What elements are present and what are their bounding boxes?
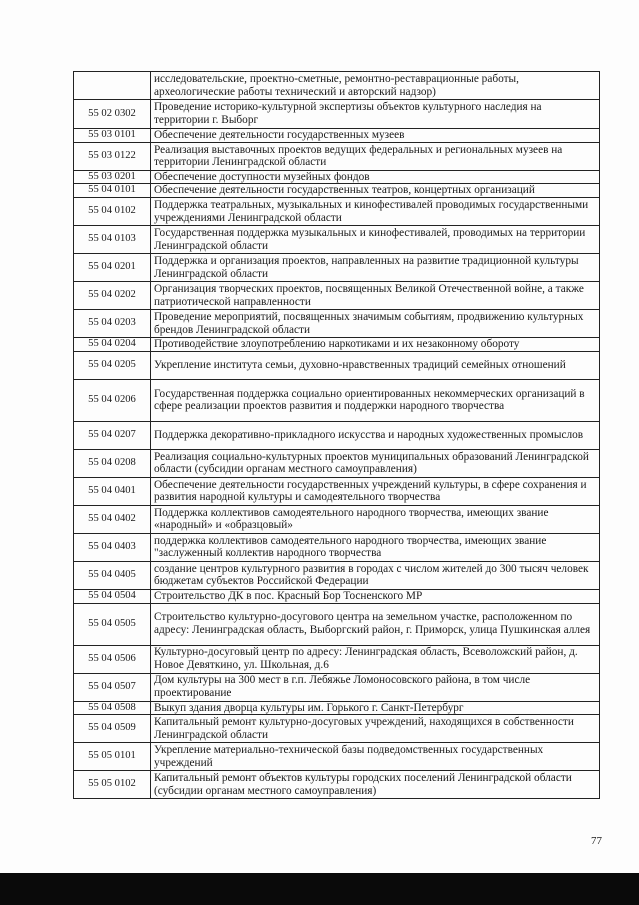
table-row xyxy=(74,72,600,100)
row-code: 55 04 0101 xyxy=(74,184,151,198)
row-code: 55 04 0102 xyxy=(74,198,151,226)
page-number: 77 xyxy=(591,835,602,847)
row-description: Строительство культурно-досугового центра на земельном участке, расположенном по адресу: Ленинградская область, Выборгский район, г. Приморск, улица Пушкинская аллея xyxy=(151,603,600,645)
row-description: Поддержка декоративно-прикладного искусства и народных художественных промыслов xyxy=(151,421,600,449)
table-row xyxy=(74,351,600,379)
row-description: Реализация социально-культурных проектов муниципальных образований Ленинградской области (субсидии органам местного самоуправления) xyxy=(151,449,600,477)
row-code: 55 04 0402 xyxy=(74,505,151,533)
row-code: 55 05 0101 xyxy=(74,743,151,771)
row-description: Выкуп здания дворца культуры им. Горького г. Санкт-Петербург xyxy=(151,701,600,715)
budget-codes-table xyxy=(73,71,600,799)
table-row xyxy=(74,449,600,477)
row-description: Поддержка театральных, музыкальных и кинофестивалей проводимых государственными учреждениями Ленинградской области xyxy=(151,198,600,226)
table-row xyxy=(74,198,600,226)
table-row xyxy=(74,142,600,170)
table-row xyxy=(74,589,600,603)
row-description: Строительство ДК в пос. Красный Бор Тосненского МР xyxy=(151,589,600,603)
table-row xyxy=(74,129,600,143)
table-row xyxy=(74,226,600,254)
row-description: Поддержка и организация проектов, направленных на развитие традиционной культуры Ленинградской области xyxy=(151,254,600,282)
row-code: 55 04 0405 xyxy=(74,561,151,589)
row-description: Проведение мероприятий, посвященных значимым событиям, продвижению культурных брендов Ленинградской области xyxy=(151,310,600,338)
table-row xyxy=(74,673,600,701)
table-row xyxy=(74,743,600,771)
table-row xyxy=(74,100,600,129)
row-code: 55 02 0302 xyxy=(74,100,151,129)
row-code: 55 03 0201 xyxy=(74,170,151,184)
row-code: 55 04 0505 xyxy=(74,603,151,645)
table-row xyxy=(74,310,600,338)
row-description: Государственная поддержка социально ориентированных некоммерческих организаций в сфере реализации проектов развития и поддержки народного творчества xyxy=(151,379,600,421)
row-description: Поддержка коллективов самодеятельного народного творчества, имеющих звание «народный» и «образцовый» xyxy=(151,505,600,533)
row-code: 55 04 0103 xyxy=(74,226,151,254)
row-code: 55 03 0101 xyxy=(74,129,151,143)
row-description: Обеспечение доступности музейных фондов xyxy=(151,170,600,184)
table-row xyxy=(74,184,600,198)
row-description: Укрепление института семьи, духовно-нравственных традиций семейных отношений xyxy=(151,351,600,379)
table-row xyxy=(74,533,600,561)
row-code: 55 03 0122 xyxy=(74,142,151,170)
row-code: 55 04 0403 xyxy=(74,533,151,561)
table-row xyxy=(74,645,600,673)
row-description: Обеспечение деятельности государственных театров, концертных организаций xyxy=(151,184,600,198)
row-description: Государственная поддержка музыкальных и кинофестивалей, проводимых на территории Ленинградской области xyxy=(151,226,600,254)
row-description: Проведение историко-культурной экспертизы объектов культурного наследия на территории г. Выборг xyxy=(151,100,600,129)
row-code: 55 04 0401 xyxy=(74,477,151,505)
row-description: Организация творческих проектов, посвященных Великой Отечественной войне, а также патриотической направленности xyxy=(151,282,600,310)
table-row xyxy=(74,379,600,421)
row-description: Дом культуры на 300 мест в г.п. Лебяжье Ломоносовского района, в том числе проектирование xyxy=(151,673,600,701)
row-code: 55 04 0506 xyxy=(74,645,151,673)
row-code: 55 04 0206 xyxy=(74,379,151,421)
row-description: Культурно-досуговый центр по адресу: Ленинградская область, Всеволожский район, д. Новое Девяткино, ул. Школьная, д.6 xyxy=(151,645,600,673)
table-row xyxy=(74,421,600,449)
row-code: 55 04 0504 xyxy=(74,589,151,603)
row-description: Реализация выставочных проектов ведущих федеральных и региональных музеев на территории Ленинградской области xyxy=(151,142,600,170)
table-body xyxy=(74,72,600,799)
row-description: Капитальный ремонт культурно-досуговых учреждений, находящихся в собственности Ленинградской области xyxy=(151,715,600,743)
table-row xyxy=(74,505,600,533)
table-row xyxy=(74,701,600,715)
row-code: 55 04 0208 xyxy=(74,449,151,477)
row-description: Противодействие злоупотреблению наркотиками и их незаконному обороту xyxy=(151,338,600,352)
row-description: Укрепление материально-технической базы подведомственных государственных учреждений xyxy=(151,743,600,771)
row-description: создание центров культурного развития в городах с числом жителей до 300 тысяч человек бюджетам субъектов Российской Федерации xyxy=(151,561,600,589)
row-code: 55 04 0507 xyxy=(74,673,151,701)
row-code: 55 04 0509 xyxy=(74,715,151,743)
table-row xyxy=(74,603,600,645)
row-description: исследовательские, проектно-сметные, ремонтно-реставрационные работы, археологические работы технический и авторский надзор) xyxy=(151,72,600,100)
row-description: Обеспечение деятельности государственных учреждений культуры, в сфере сохранения и развития народной культуры и самодеятельного творчества xyxy=(151,477,600,505)
row-code: 55 04 0203 xyxy=(74,310,151,338)
row-code: 55 04 0207 xyxy=(74,421,151,449)
table-row xyxy=(74,170,600,184)
row-description: поддержка коллективов самодеятельного народного творчества, имеющих звание "заслуженный коллектив народного творчества xyxy=(151,533,600,561)
row-code: 55 04 0205 xyxy=(74,351,151,379)
table-row xyxy=(74,254,600,282)
row-code: 55 05 0102 xyxy=(74,771,151,799)
row-code: 55 04 0508 xyxy=(74,701,151,715)
row-code: 55 04 0201 xyxy=(74,254,151,282)
row-description: Капитальный ремонт объектов культуры городских поселений Ленинградской области (субсидии органам местного самоуправления) xyxy=(151,771,600,799)
row-code xyxy=(74,72,151,100)
scan-edge-bar xyxy=(0,873,639,905)
table-row xyxy=(74,282,600,310)
table-row xyxy=(74,771,600,799)
table-row xyxy=(74,338,600,352)
row-description: Обеспечение деятельности государственных музеев xyxy=(151,129,600,143)
table-row xyxy=(74,477,600,505)
table-row xyxy=(74,715,600,743)
row-code: 55 04 0204 xyxy=(74,338,151,352)
row-code: 55 04 0202 xyxy=(74,282,151,310)
table-row xyxy=(74,561,600,589)
